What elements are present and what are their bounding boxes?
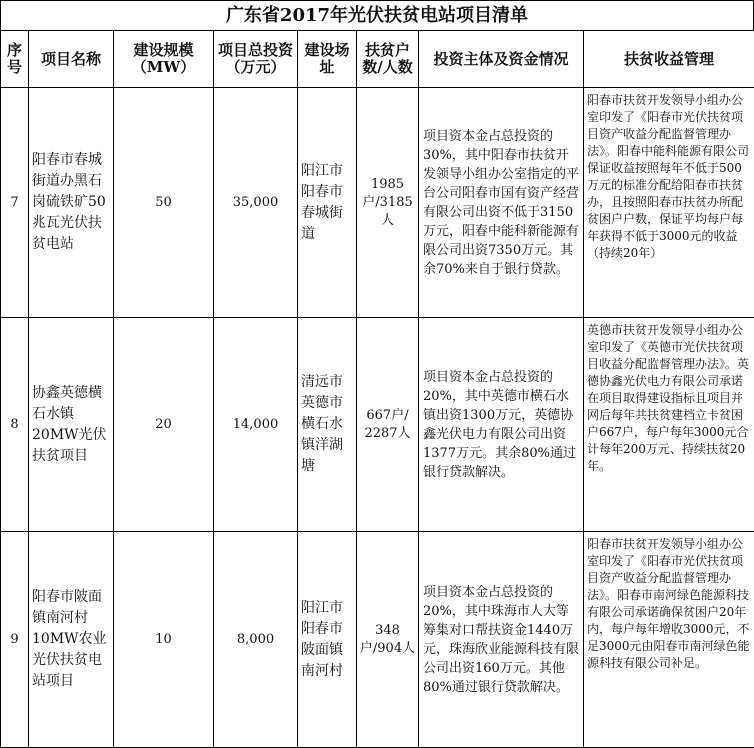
cell-name[interactable]: 协鑫英德横石水镇20MW光伏扶贫项目 xyxy=(29,318,114,532)
cell-site[interactable]: 阳江市阳春市春城街道 xyxy=(298,88,357,318)
cell-benefit-text: 英德市扶贫开发领导小组办公室印发了《英德市光伏扶贫项目收益分配监督管理办法》。英德协鑫光伏电力有限公司承诺在项目取得建设指标且项目并网后每年共扶贫建档立卡贫困户667户，每户每年3000元合计每年200万元、持续扶贫20年。 xyxy=(587,318,752,475)
cell-benefit[interactable] xyxy=(584,318,754,532)
cell-funding[interactable]: 项目资本金占总投资的30%，其中阳春市扶贫开发领导小组办公室指定的平台公司阳春市国有资产经营有限公司出资不低于3150万元，阳春中能科新能源有限公司出资7350万元。其余70%来自于银行贷款。 xyxy=(419,88,584,318)
cell-seq[interactable]: 7 xyxy=(1,88,29,318)
cell-seq[interactable]: 8 xyxy=(1,318,29,532)
header-row xyxy=(1,31,754,88)
cell-funding[interactable]: 项目资本金占总投资的20%，其中英德市横石水镇出资1300万元，英德协鑫光伏电力有限公司出资1377万元。其余80%通过银行贷款解决。 xyxy=(419,318,584,532)
header-investment[interactable]: 项目总投资（万元） xyxy=(214,31,298,88)
cell-name[interactable]: 阳春市陂面镇南河村10MW农业光伏扶贫电站项目 xyxy=(29,532,114,748)
cell-site[interactable]: 阳江市阳春市陂面镇南河村 xyxy=(298,532,357,748)
cell-scale[interactable]: 20 xyxy=(114,318,214,532)
cell-investment[interactable]: 8,000 xyxy=(214,532,298,748)
header-funding[interactable]: 投资主体及资金情况 xyxy=(419,31,584,88)
header-name[interactable]: 项目名称 xyxy=(29,31,114,88)
cell-scale[interactable]: 50 xyxy=(114,88,214,318)
cell-benefit[interactable] xyxy=(584,88,754,318)
cell-name[interactable]: 阳春市春城街道办黑石岗硫铁矿50兆瓦光伏扶贫电站 xyxy=(29,88,114,318)
table-row xyxy=(1,318,754,532)
table-row xyxy=(1,532,754,748)
sheet-title: 广东省2017年光伏扶贫电站项目清单 xyxy=(0,0,754,30)
table-row xyxy=(1,88,754,318)
cell-households[interactable]: 348户/904人 xyxy=(357,532,419,748)
cell-investment[interactable]: 14,000 xyxy=(214,318,298,532)
cell-benefit-text: 阳春市扶贫开发领导小组办公室印发了《阳春市光伏扶贫项目资产收益分配监督管理办法》。阳春中能科能源有限公司保证收益按照每年不低于500万元的标准分配给阳春市扶贫办，且按照阳春市扶贫办所配贫困户户数，保证平均每户每年获得不低于3000元的收益（持续20年） xyxy=(587,88,752,262)
cell-seq[interactable]: 9 xyxy=(1,532,29,748)
header-scale[interactable]: 建设规模（MW） xyxy=(114,31,214,88)
cell-scale[interactable]: 10 xyxy=(114,532,214,748)
cell-households[interactable]: 1985户/3185人 xyxy=(357,88,419,318)
cell-investment[interactable]: 35,000 xyxy=(214,88,298,318)
header-households[interactable]: 扶贫户数/人数 xyxy=(357,31,419,88)
project-table xyxy=(0,30,754,748)
cell-funding[interactable]: 项目资本金占总投资的20%，其中珠海市人大等筹集对口帮扶资金1440万元，珠海欣业能源科技有限公司出资160万元。其他80%通过银行贷款解决。 xyxy=(419,532,584,748)
cell-site[interactable]: 清远市英德市横石水镇洋湖塘 xyxy=(298,318,357,532)
cell-benefit[interactable] xyxy=(584,532,754,748)
cell-benefit-text: 阳春市扶贫开发领导小组办公室印发了《阳春市光伏扶贫项目资产收益分配监督管理办法》。阳春市南河绿色能源科技有限公司承诺确保贫困户20年内，每户每年增收3000元，不足3000元由阳春市南河绿色能源科技有限公司补足。 xyxy=(587,532,752,672)
cell-households[interactable]: 667户/ 2287人 xyxy=(357,318,419,532)
header-seq[interactable]: 序号 xyxy=(1,31,29,88)
header-benefit[interactable]: 扶贫收益管理 xyxy=(584,31,754,88)
header-site[interactable]: 建设场址 xyxy=(298,31,357,88)
